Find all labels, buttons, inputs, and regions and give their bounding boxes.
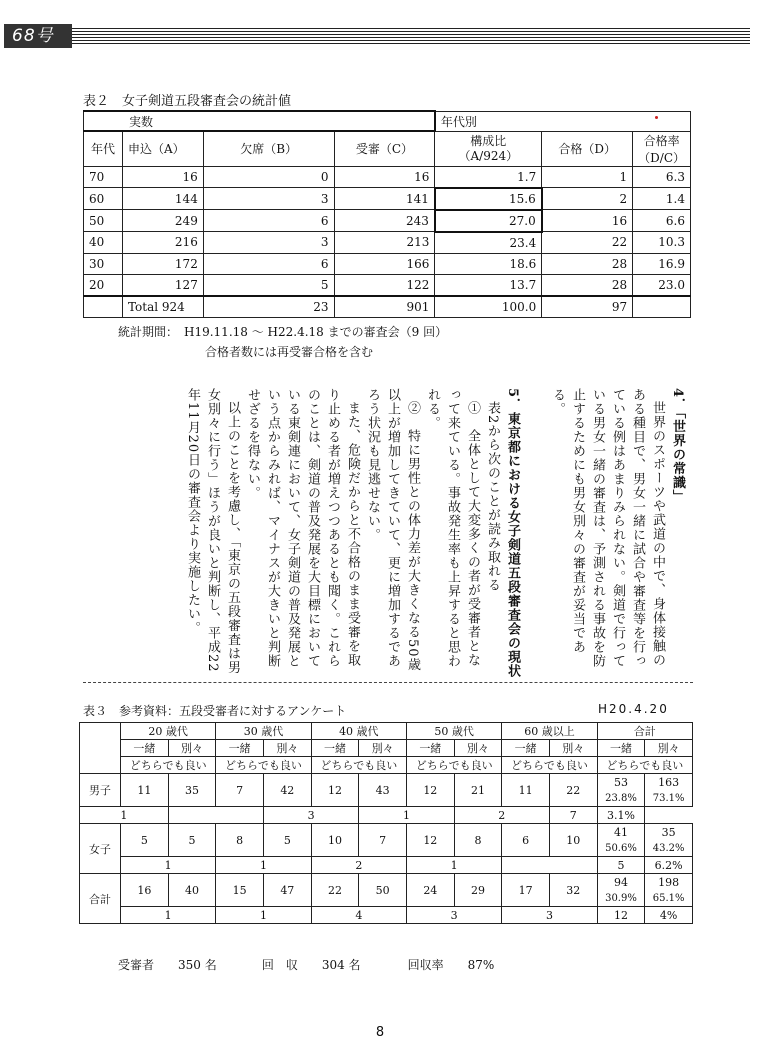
- either-row-total: 1 1 4 3 3 12 4%: [80, 907, 693, 924]
- either-row-female: 1 1 2 1 5 6.2%: [80, 857, 693, 874]
- row-label-female: 女子: [80, 824, 121, 874]
- header-jissu: 実数: [84, 111, 435, 131]
- row-label-total: 合計: [80, 874, 121, 924]
- table-row: 70 16 0 16 1.7 1 6.3: [84, 166, 691, 188]
- section-5-item2: ② 特に男性との体力差が大きくなる50歳以上が増加してきていて、更に増加するであろう状況も見逃せない。: [365, 388, 420, 672]
- age-20s: 20 歳代: [121, 723, 216, 740]
- subheader-either-row: どちらでも良い どちらでも良い どちらでも良い どちらでも良い どちらでも良い どちらでも良い: [80, 757, 693, 774]
- col-ratio: 構成比 （A/924）: [435, 131, 542, 166]
- footnote-examinees: 受審者 350 名: [118, 958, 217, 972]
- dashed-divider: [83, 682, 693, 683]
- col-pass: 合格（D）: [542, 131, 633, 166]
- age-60s: 60 歳以上: [502, 723, 597, 740]
- table-row: 40 216 3 213 23.4 22 10.3: [84, 232, 691, 254]
- table-row-male: 男子 11 35 7 42 12 43 12 21 11 22 53 163: [80, 774, 693, 791]
- row-label-male: 男子: [80, 774, 121, 807]
- table3-footnote: [118, 956, 494, 973]
- table2-caption: 表２ 女子剣道五段審査会の統計値: [83, 94, 292, 109]
- section-5-para4: 以上のことを考慮し、「東京の五段審査は男女別々に行う」ほうが良いと判断し、平成22年11月20日の審査会より実施したい。: [185, 388, 240, 675]
- page-number: 8: [375, 1025, 385, 1040]
- either-row-male: 1 3 1 2 7 3.1%: [80, 807, 693, 824]
- section-5-heading: 5．東京都における女子剣道五段審査会の現状: [505, 388, 520, 679]
- section-4: [537, 388, 687, 680]
- age-40s: 40 歳代: [311, 723, 406, 740]
- table-total-row: Total 924 23 901 100.0 97: [84, 296, 691, 318]
- col-apply: 申込（A）: [122, 131, 203, 166]
- col-rate: 合格率（D/C）: [633, 131, 691, 166]
- page-header: [0, 24, 760, 50]
- section-5-intro: 表2から次のことが読み取れる: [485, 401, 500, 593]
- section-4-body: 世界のスポーツや武道の中で、身体接触のある種目で、男女一緒に試合や審査等を行っている例はあまりみられない。剣道で行っている男女一緒の審査は、予測される事故を防止するためにも男女別々の審査が妥当である。: [550, 388, 665, 668]
- section-5-item1: ① 全体として大変多くの者が受審者となって来ている。事故発生率も上昇すると思われる。: [425, 388, 480, 668]
- age-total: 合計: [597, 723, 692, 740]
- col-age: 年代: [84, 131, 123, 166]
- table2-notes: 統計期間： H19.11.18 ～ H22.4.18 までの審査会（9 回） 合格者数には再受審合格を含む: [118, 325, 448, 359]
- age-50s: 50 歳代: [406, 723, 501, 740]
- table-row: 50 249 6 243 27.0 16 6.6: [84, 210, 691, 232]
- table-row-total: 合計 16 40 15 47 22 50 24 29 17 32 94 198: [80, 874, 693, 891]
- issue-number: 68号: [4, 24, 72, 48]
- table3-survey: 20 歳代 30 歳代 40 歳代 50 歳代 60 歳以上 合計 一緒 別々 一緒 別々 一緒 別々 一緒 別々 一緒 別々 一緒 別々 どちらでも良い どちらでも良い どちらでも良い どちらでも良い どちらでも良い どちらでも良い 男子 11 35 7 42 12 43 12 21 11 22 53 163 23.8% 73.1% 1 3 1 2 7 3.1% 女子 5 5 8 5 10 7 12 8 6 10 41 35 50.6% 43.2% 1 1 2 1 5 6.2% 合計 16 40 15 47 22 50 24 29 17 32 94 198 30.9% 65.1% 1 1 4 3 3 12 4%: [79, 722, 693, 924]
- table-row: 20 127 5 122 13.7 28 23.0: [84, 274, 691, 296]
- footnote-collected: 回 収 304 名: [261, 958, 361, 972]
- header-stripe: [58, 28, 750, 44]
- table-row-female: 女子 5 5 8 5 10 7 12 8 6 10 41 35: [80, 824, 693, 841]
- footnote-rate: 回収率 87%: [407, 958, 495, 972]
- section-5: [90, 388, 522, 680]
- section-5-para3: また、危険だからと不合格のまま受審を取り止める者が増えつつあるとも聞く。これらのことは、剣道の普及発展を大目標においている東剣連において、女子剣道の普及発展という点からみれば、マイナスが大きいと判断せざるを得ない。: [245, 388, 360, 668]
- subheader-row: 一緒 別々 一緒 別々 一緒 別々 一緒 別々 一緒 別々 一緒 別々: [80, 740, 693, 757]
- table-row: 30 172 6 166 18.6 28 16.9: [84, 253, 691, 274]
- header-nendai: 年代別: [435, 111, 542, 131]
- table2-stats: [83, 110, 691, 318]
- age-30s: 30 歳代: [216, 723, 311, 740]
- col-exam: 受審（C）: [334, 131, 435, 166]
- table3-caption: 表３ 参考資料：五段受審者に対するアンケート: [83, 704, 347, 718]
- table3-date: H20.4.20: [598, 702, 669, 716]
- col-absent: 欠席（B）: [203, 131, 334, 166]
- section-4-heading: 4．「世界の常識」: [670, 388, 685, 504]
- table-row: 60 144 3 141 15.6 2 1.4: [84, 188, 691, 210]
